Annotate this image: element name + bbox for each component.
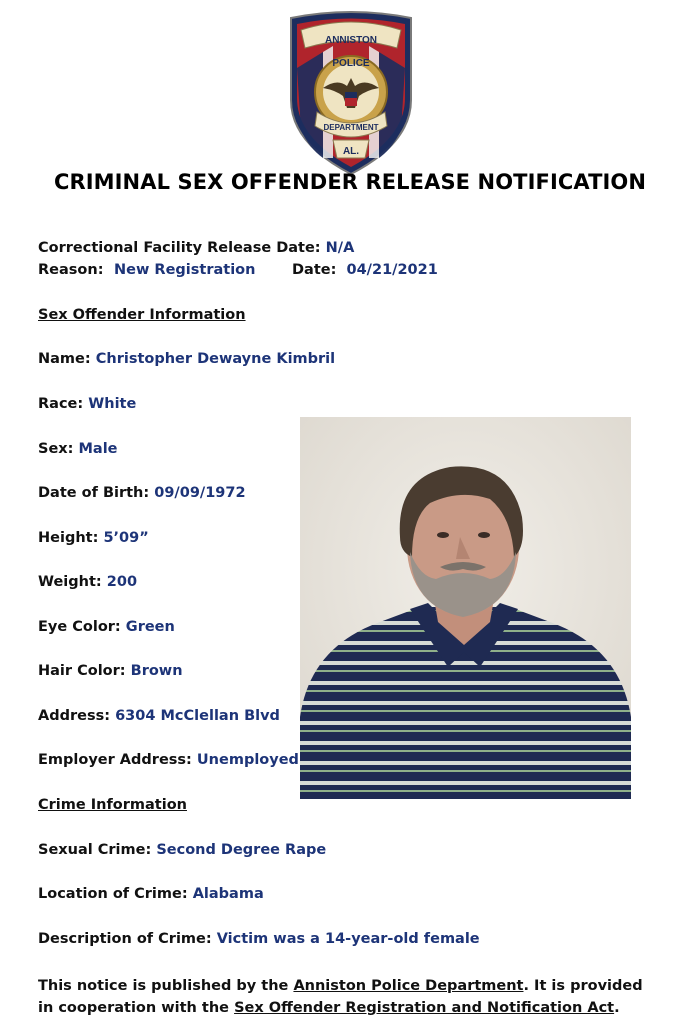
employer-value: Unemployed	[196, 752, 299, 768]
hair-color-value: Brown	[130, 663, 183, 679]
reason-value: New Registration	[114, 262, 256, 278]
employer-row	[38, 752, 299, 768]
sex-row	[38, 441, 118, 457]
height-label: Height:	[38, 530, 99, 546]
page-title: CRIMINAL SEX OFFENDER RELEASE NOTIFICATION	[53, 170, 647, 194]
location-value: Alabama	[192, 886, 264, 902]
sex-label: Sex:	[38, 441, 74, 457]
height-row	[38, 530, 149, 546]
badge-police-text: POLICE	[332, 58, 370, 69]
date-value: 04/21/2021	[346, 262, 438, 278]
eye-color-value: Green	[125, 619, 175, 635]
hair-color-label: Hair Color:	[38, 663, 126, 679]
reason-label: Reason:	[38, 262, 104, 278]
dob-label: Date of Birth:	[38, 485, 150, 501]
height-value: 5’09”	[103, 530, 149, 546]
hair-color-row	[38, 663, 183, 679]
location-row	[38, 886, 264, 902]
sexual-crime-row	[38, 842, 326, 858]
name-value: Christopher Dewayne Kimbril	[95, 351, 336, 367]
address-value: 6304 McClellan Blvd	[115, 708, 280, 724]
date-label: Date: 04/21/2021	[292, 262, 438, 278]
sexual-crime-value: Second Degree Rape	[156, 842, 327, 858]
footer-notice: This notice is published by the Anniston Police Department. It is provided in cooperation with the Sex Offender Registration and Notification Act.	[38, 978, 643, 1016]
dob-value: 09/09/1972	[154, 485, 246, 501]
eye-color-label: Eye Color:	[38, 619, 121, 635]
sorna-link: Sex Offender Registration and Notification Act	[234, 1000, 615, 1016]
release-date-value: N/A	[325, 240, 355, 256]
name-row	[38, 351, 335, 367]
badge-top-text: ANNISTON	[324, 35, 378, 46]
police-badge-logo	[283, 8, 419, 176]
employer-label: Employer Address:	[38, 752, 192, 768]
sexual-crime-label: Sexual Crime:	[38, 842, 152, 858]
weight-label: Weight:	[38, 574, 102, 590]
crime-section-heading: Crime Information	[38, 797, 187, 813]
description-row	[38, 931, 480, 947]
eye-color-row	[38, 619, 175, 635]
badge-state-text: AL.	[342, 146, 360, 157]
location-label: Location of Crime:	[38, 886, 188, 902]
sex-value: Male	[78, 441, 118, 457]
weight-row	[38, 574, 137, 590]
race-value: White	[88, 396, 137, 412]
anniston-pd-link: Anniston Police Department	[293, 978, 524, 994]
description-label: Description of Crime:	[38, 931, 212, 947]
dob-row	[38, 485, 246, 501]
offender-photo	[300, 417, 631, 799]
badge-bottom-text: DEPARTMENT	[323, 123, 379, 132]
race-row	[38, 396, 136, 412]
release-date-label: Correctional Facility Release Date:	[38, 240, 321, 256]
release-date-row	[38, 240, 354, 256]
description-value: Victim was a 14-year-old female	[216, 931, 480, 947]
address-row	[38, 708, 280, 724]
offender-section-heading: Sex Offender Information	[38, 307, 246, 323]
name-label: Name:	[38, 351, 91, 367]
weight-value: 200	[106, 574, 138, 590]
reason-row	[38, 262, 638, 278]
race-label: Race:	[38, 396, 84, 412]
address-label: Address:	[38, 708, 111, 724]
offender-photo-illustration	[300, 417, 631, 799]
